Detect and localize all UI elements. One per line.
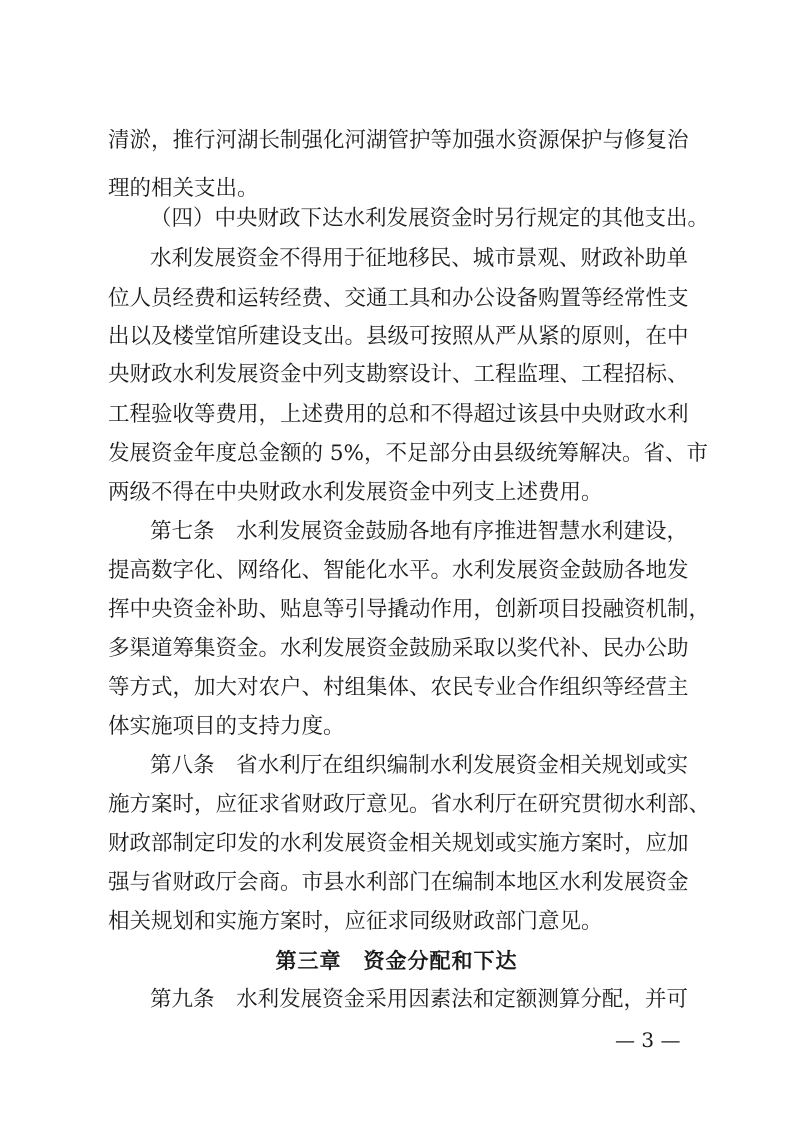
paragraph-line: 水利发展资金不得用于征地移民、城市景观、财政补助单	[150, 246, 688, 271]
paragraph-line: 央财政水利发展资金中列支勘察设计、工程监理、工程招标、	[108, 362, 689, 387]
paragraph-line: 等方式，加大对农户、村组集体、农民专业合作组织等经营主	[108, 675, 689, 700]
paragraph-line: 清淤，推行河湖长制强化河湖管护等加强水资源保护与修复治	[108, 128, 689, 153]
paragraph-line: 体实施项目的支持力度。	[108, 714, 345, 739]
paragraph-line: 财政部制定印发的水利发展资金相关规划或实施方案时，应加	[108, 831, 689, 856]
paragraph-line: 两级不得在中央财政水利发展资金中列支上述费用。	[108, 480, 603, 505]
article-line: 第九条 水利发展资金采用因素法和定额测算分配，并可	[150, 987, 688, 1012]
paragraph-line: 提高数字化、网络化、智能化水平。水利发展资金鼓励各地发	[108, 558, 689, 583]
article-line: 第七条 水利发展资金鼓励各地有序推进智慧水利建设，	[150, 519, 688, 544]
paragraph-line: （四）中央财政下达水利发展资金时另行规定的其他支出。	[150, 206, 710, 231]
paragraph-line: 位人员经费和运转经费、交通工具和办公设备购置等经常性支	[108, 286, 689, 311]
chapter-heading: 第三章 资金分配和下达	[275, 949, 518, 973]
paragraph-line: 出以及楼堂馆所建设支出。县级可按照从严从紧的原则，在中	[108, 324, 689, 349]
paragraph-line: 挥中央资金补助、贴息等引导撬动作用，创新项目投融资机制，	[108, 597, 711, 622]
paragraph-line: 相关规划和实施方案时，应征求同级财政部门意见。	[108, 909, 603, 934]
paragraph-line: 多渠道筹集资金。水利发展资金鼓励采取以奖代补、民办公助	[108, 636, 689, 661]
page-number: — 3 —	[615, 1028, 681, 1052]
paragraph-line: 发展资金年度总金额的 5%，不足部分由县级统筹解决。省、市	[108, 441, 708, 466]
paragraph-line: 理的相关支出。	[108, 176, 259, 201]
paragraph-line: 施方案时，应征求省财政厅意见。省水利厅在研究贯彻水利部、	[108, 792, 711, 817]
paragraph-line: 强与省财政厅会商。市县水利部门在编制本地区水利发展资金	[108, 870, 689, 895]
paragraph-line: 工程验收等费用，上述费用的总和不得超过该县中央财政水利	[108, 402, 689, 427]
article-line: 第八条 省水利厅在组织编制水利发展资金相关规划或实	[150, 753, 688, 778]
